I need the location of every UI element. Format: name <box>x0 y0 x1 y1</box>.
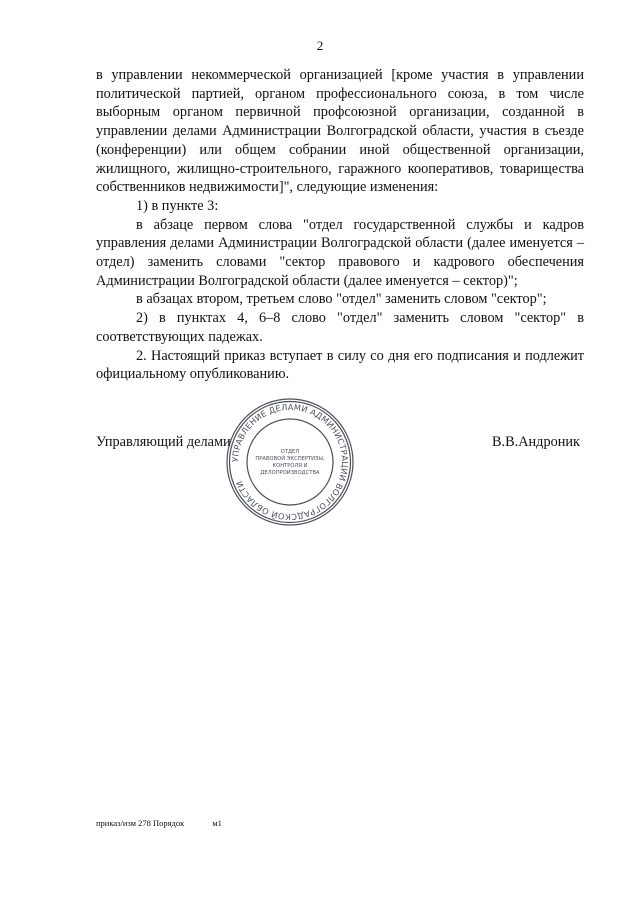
stamp-ring-text: УПРАВЛЕНИЕ ДЕЛАМИ АДМИНИСТРАЦИИ ВОЛГОГРАДСКОЙ ОБЛАСТИ <box>229 401 351 523</box>
footer-file-name: приказ/изм 278 Порядок <box>96 818 185 828</box>
paragraph-item-1: 1) в пункте 3: <box>136 197 219 214</box>
paragraph-second-third-abzac: в абзацах втором, третьем слово "отдел" заменить словом "сектор"; <box>136 291 547 308</box>
stamp-center-line-2: ПРАВОВОЙ ЭКСПЕРТИЗЫ, <box>255 456 325 462</box>
signer-name: В.В.Андроник <box>491 434 580 450</box>
footer-file-info <box>96 818 222 828</box>
footer-code: м1 <box>212 818 222 828</box>
stamp-center-line-4: ДЕЛОПРОИЗВОДСТВА <box>260 470 320 476</box>
stamp-outer-ring <box>227 399 353 525</box>
signer-title: Управляющий делами <box>96 434 231 450</box>
stamp-center-line-1: ОТДЕЛ <box>280 449 300 455</box>
paragraph-effective-date: 2. Настоящий приказ вступает в силу со дня его подписания и подлежит официальному опубликованию. <box>96 347 584 383</box>
paragraph-continuation: в управлении некоммерческой организацией [кроме участия в управлении политической партией, органом профессионального союза, в том числе выборным органом первичной профсоюзной организации, созданной в управлении делами Администрации Волгоградской области, участия в съезде (конференции) или общем собрании иной общественной организации, жилищного, жилищно-строительного, гаражного кооперативов, товарищества собственников недвижимости]", следующие изменения: <box>96 67 584 196</box>
stamp-center-line-3: КОНТРОЛЯ И <box>272 463 308 469</box>
document-body <box>96 66 584 384</box>
page-number: 2 <box>316 38 324 53</box>
paragraph-item-2: 2) в пунктах 4, 6–8 слово "отдел" заменить словом "сектор" в соответствующих падежах. <box>96 310 584 345</box>
official-seal-stamp <box>224 396 356 528</box>
signature-block <box>96 434 584 454</box>
paragraph-first-abzac: в абзаце первом слова "отдел государственной службы и кадров управления делами Администрации Волгоградской области (далее именуется – отдел) заменить словами "сектор правового и кадрового обеспечения Администрации Волгоградской области (далее именуется – сектор)"; <box>96 216 584 289</box>
